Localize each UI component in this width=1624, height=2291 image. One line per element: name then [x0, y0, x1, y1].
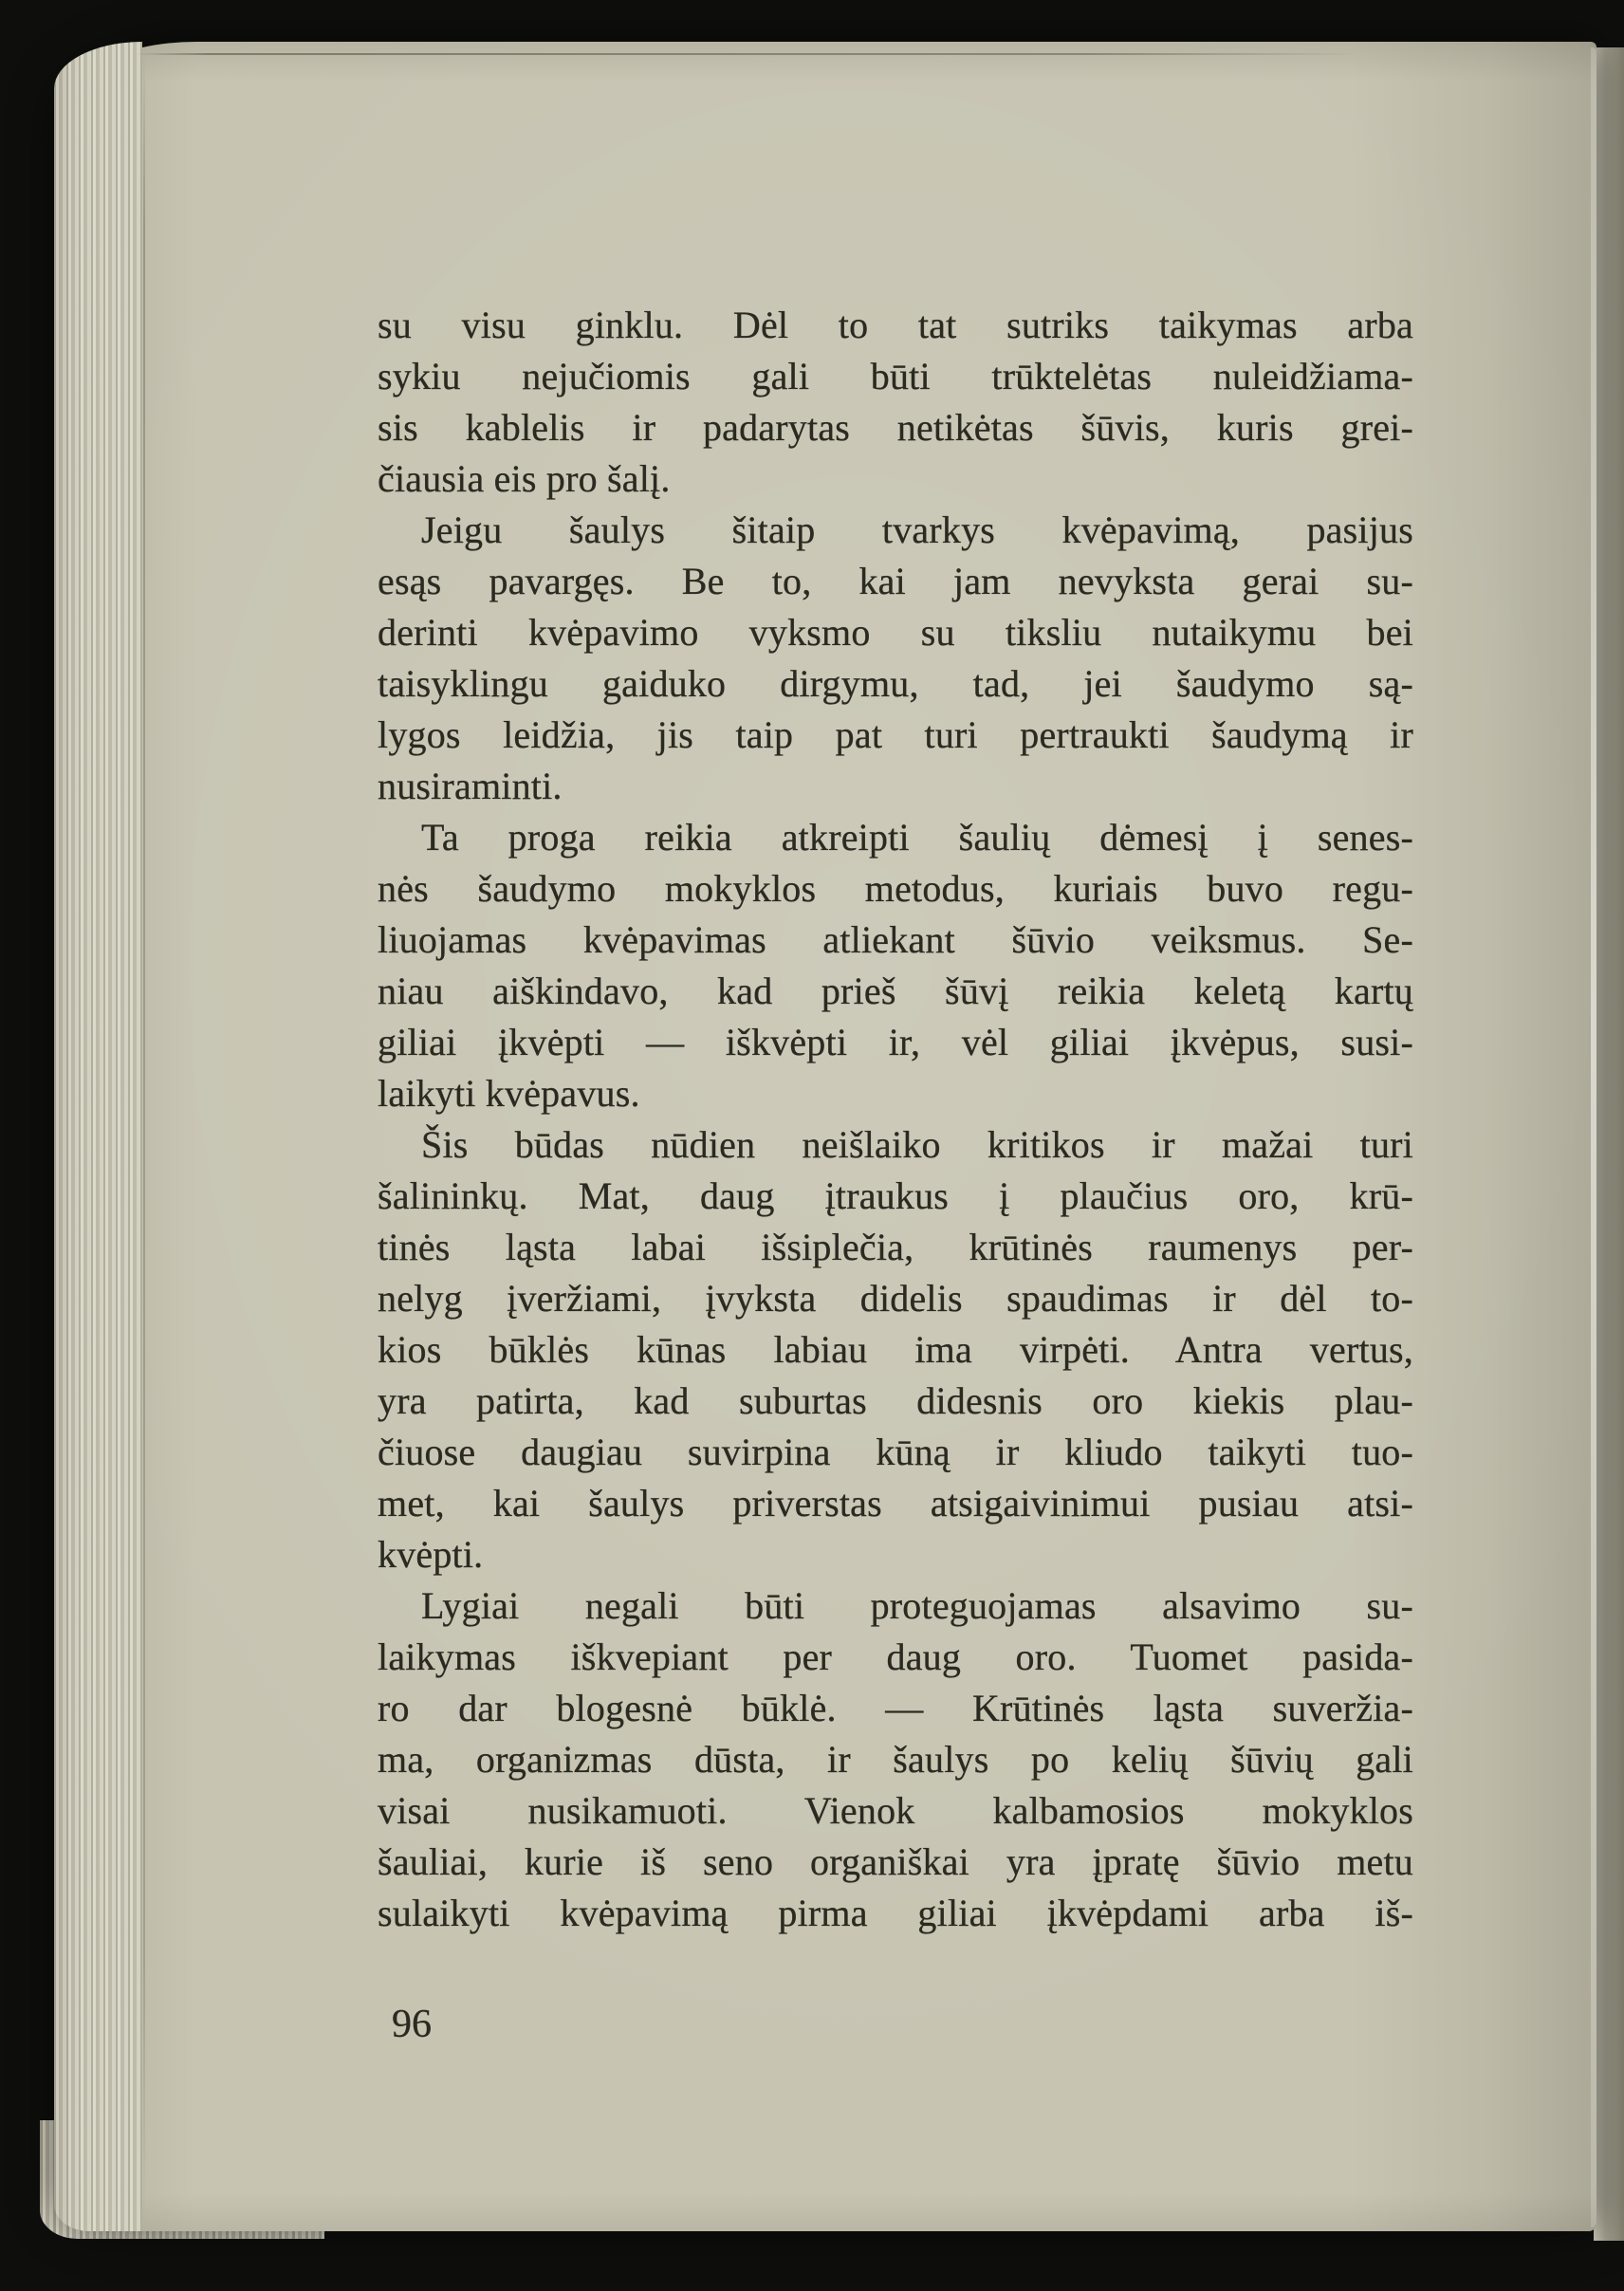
page-fold-highlight	[1591, 47, 1596, 2227]
text-line: Ta proga reikia atkreipti šaulių dėmesį į senes-	[421, 816, 1413, 859]
text-line: ro dar blogesnė būklė. — Krūtinės ląsta suveržia-	[378, 1687, 1413, 1729]
text-line: Jeigu šaulys šitaip tvarkys kvėpavimą, pasijus	[421, 508, 1413, 551]
text-line: su visu ginklu. Dėl to tat sutriks taikymas arba	[378, 304, 1413, 346]
page-text	[378, 300, 1413, 1939]
text-line: yra patirta, kad suburtas didesnis oro kiekis plau-	[378, 1379, 1413, 1422]
text-line: lygos leidžia, jis taip pat turi pertraukti šaudymą ir	[378, 713, 1413, 756]
text-line: ma, organizmas dūsta, ir šaulys po kelių šūvių gali	[378, 1738, 1413, 1781]
text-line: niau aiškindavo, kad prieš šūvį reikia keletą kartų	[378, 970, 1413, 1012]
page-number: 96	[392, 2003, 432, 2046]
text-line: nusiraminti.	[378, 765, 563, 807]
text-line: šalininkų. Mat, daug įtraukus į plaučius oro, krū-	[378, 1174, 1413, 1217]
under-sheet-edge	[136, 53, 1359, 55]
text-line: sis kablelis ir padarytas netikėtas šūvis, kuris grei-	[378, 406, 1413, 449]
text-line: čiuose daugiau suvirpina kūną ir kliudo taikyti tuo-	[378, 1431, 1413, 1473]
text-line: laikyti kvėpavus.	[378, 1072, 640, 1115]
text-line: nės šaudymo mokyklos metodus, kuriais buvo regu-	[378, 867, 1413, 910]
text-line: sykiu nejučiomis gali būti trūktelėtas nuleidžiama-	[378, 355, 1413, 397]
page-fore-edges	[54, 42, 142, 2231]
text-line: Šis būdas nūdien neišlaiko kritikos ir mažai turi	[421, 1123, 1413, 1166]
text-line: nelyg įveržiami, įvyksta didelis spaudimas ir dėl to-	[378, 1277, 1413, 1320]
page-crease	[143, 53, 145, 2218]
text-line: šauliai, kurie iš seno organiškai yra įpratę šūvio metu	[378, 1840, 1413, 1883]
text-line: laikymas iškvepiant per daug oro. Tuomet pasida-	[378, 1635, 1413, 1678]
book-page	[54, 42, 1596, 2231]
text-line: kvėpti.	[378, 1533, 484, 1576]
text-line: Lygiai negali būti proteguojamas alsavimo su-	[421, 1584, 1413, 1627]
text-line: giliai įkvėpti — iškvėpti ir, vėl giliai įkvėpus, susi-	[378, 1021, 1413, 1063]
text-line: visai nusikamuoti. Vienok kalbamosios mokyklos	[378, 1789, 1413, 1832]
text-line: sulaikyti kvėpavimą pirma giliai įkvėpdami arba iš-	[378, 1892, 1413, 1934]
text-line: čiausia eis pro šalį.	[378, 457, 671, 500]
text-line: esąs pavargęs. Be to, kai jam nevyksta gerai su-	[378, 560, 1413, 602]
text-line: taisyklingu gaiduko dirgymu, tad, jei šaudymo są-	[378, 662, 1413, 705]
text-line: tinės ląsta labai išsiplečia, krūtinės raumenys per-	[378, 1226, 1413, 1268]
adjacent-page-edge	[1594, 47, 1624, 2241]
text-line: derinti kvėpavimo vyksmo su tiksliu nutaikymu bei	[378, 611, 1413, 654]
text-line: liuojamas kvėpavimas atliekant šūvio veiksmus. Se-	[378, 918, 1413, 961]
text-line: kios būklės kūnas labiau ima virpėti. Antra vertus,	[378, 1328, 1413, 1371]
text-line: met, kai šaulys priverstas atsigaivinimui pusiau atsi-	[378, 1482, 1413, 1524]
